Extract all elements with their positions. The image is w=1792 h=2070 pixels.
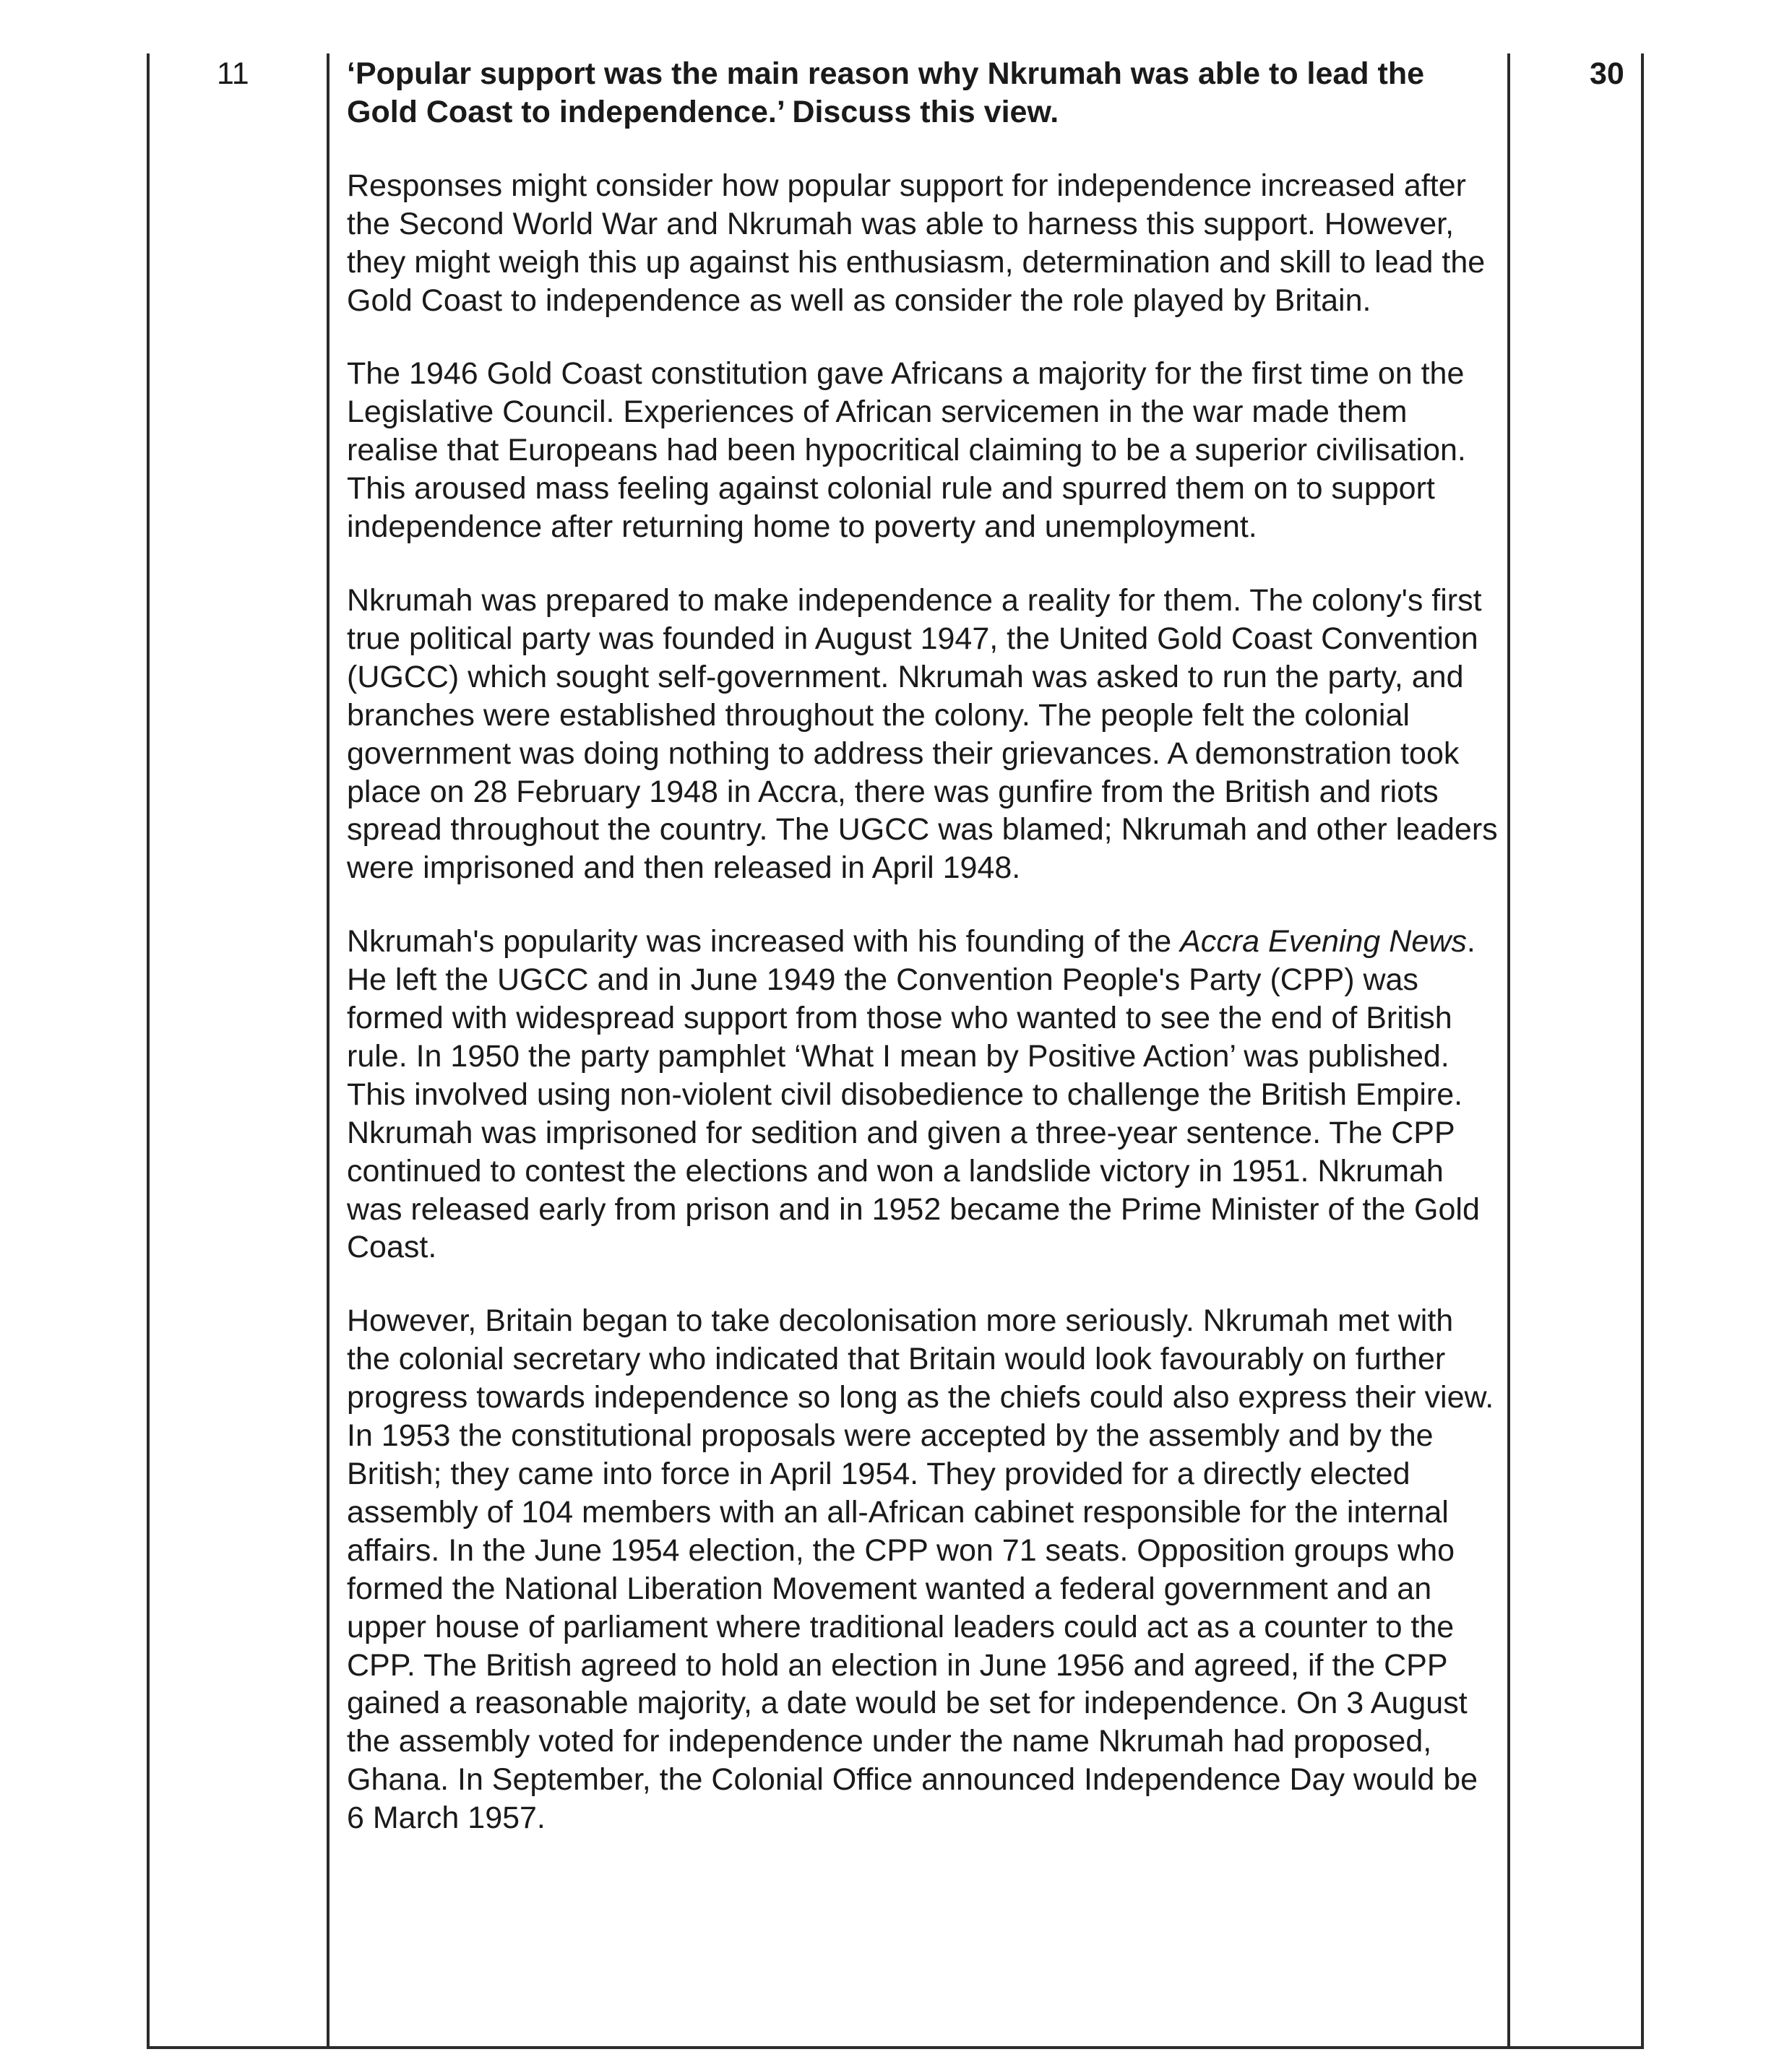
- marks-value: 30: [1590, 56, 1624, 91]
- question-number: 11: [217, 56, 249, 91]
- paragraph-2: The 1946 Gold Coast constitution gave Africans a majority for the first time on the Legislative Council. Experiences of African servicemen in the war made them realise that Europeans had been hypocritical claiming to be a superior civilisation. This aroused mass feeling against colonial rule and spurred them on to support independence after returning home to poverty and unemployment.: [347, 356, 1466, 545]
- paragraph-5: However, Britain began to take decolonisation more seriously. Nkrumah met with the colonial secretary who indicated that Britain would look favourably on further progress towards independence so long as the chiefs could also express their view. In 1953 the constitutional proposals were accepted by the assembly and by the British; they came into force in April 1954. They provided for a directly elected assembly of 104 members with an all-African cabinet responsible for the internal affairs. In the June 1954 election, the CPP won 71 seats. Opposition groups who formed the National Liberation Movement wanted a federal government and an upper house of parliament where traditional leaders could act as a counter to the CPP. The British agreed to hold an election in June 1956 and agreed, if the CPP gained a reasonable majority, a date would be set for independence. On 3 August the assembly voted for independence under the name Nkrumah had proposed, Ghana. In September, the Colonial Office announced Independence Day would be 6 March 1957.: [347, 1303, 1494, 1836]
- answer-guidance: [347, 55, 1503, 1837]
- paragraph-1: Responses might consider how popular support for independence increased after the Second World War and Nkrumah was able to harness this support. However, they might weigh this up against his enthusiasm, determination and skill to lead the Gold Coast to independence as well as consider the role played by Britain.: [347, 168, 1486, 318]
- question-text: ‘Popular support was the main reason why Nkrumah was able to lead the Gold Coast to independence.’ Discuss this view.: [347, 56, 1425, 129]
- newspaper-title: Accra Evening News: [1180, 924, 1467, 959]
- paragraph-4-start: Nkrumah's popularity was increased with his founding of the: [347, 924, 1181, 959]
- column-divider-left: [327, 53, 329, 2049]
- paragraph-4-end: . He left the UGCC and in June 1949 the Convention People's Party (CPP) was formed with widespread support from those who wanted to see the end of British rule. In 1950 the party pamphlet ‘What I mean by Positive Action’ was published. This involved using non-violent civil disobedience to challenge the British Empire. Nkrumah was imprisoned for sedition and given a three-year sentence. The CPP continued to contest the elections and won a landslide victory in 1951. Nkrumah was released early from prison and in 1952 became the Prime Minister of the Gold Coast.: [347, 924, 1480, 1265]
- column-divider-right: [1507, 53, 1510, 2049]
- paragraph-3: Nkrumah was prepared to make independence a reality for them. The colony's first true political party was founded in August 1947, the United Gold Coast Convention (UGCC) which sought self-government. Nkrumah was asked to run the party, and branches were established throughout the colony. The people felt the colonial government was doing nothing to address their grievances. A demonstration took place on 28 February 1948 in Accra, there was gunfire from the British and riots spread throughout the country. The UGCC was blamed; Nkrumah and other leaders were imprisoned and then released in April 1948.: [347, 582, 1498, 886]
- paragraph-4: [347, 923, 1503, 1267]
